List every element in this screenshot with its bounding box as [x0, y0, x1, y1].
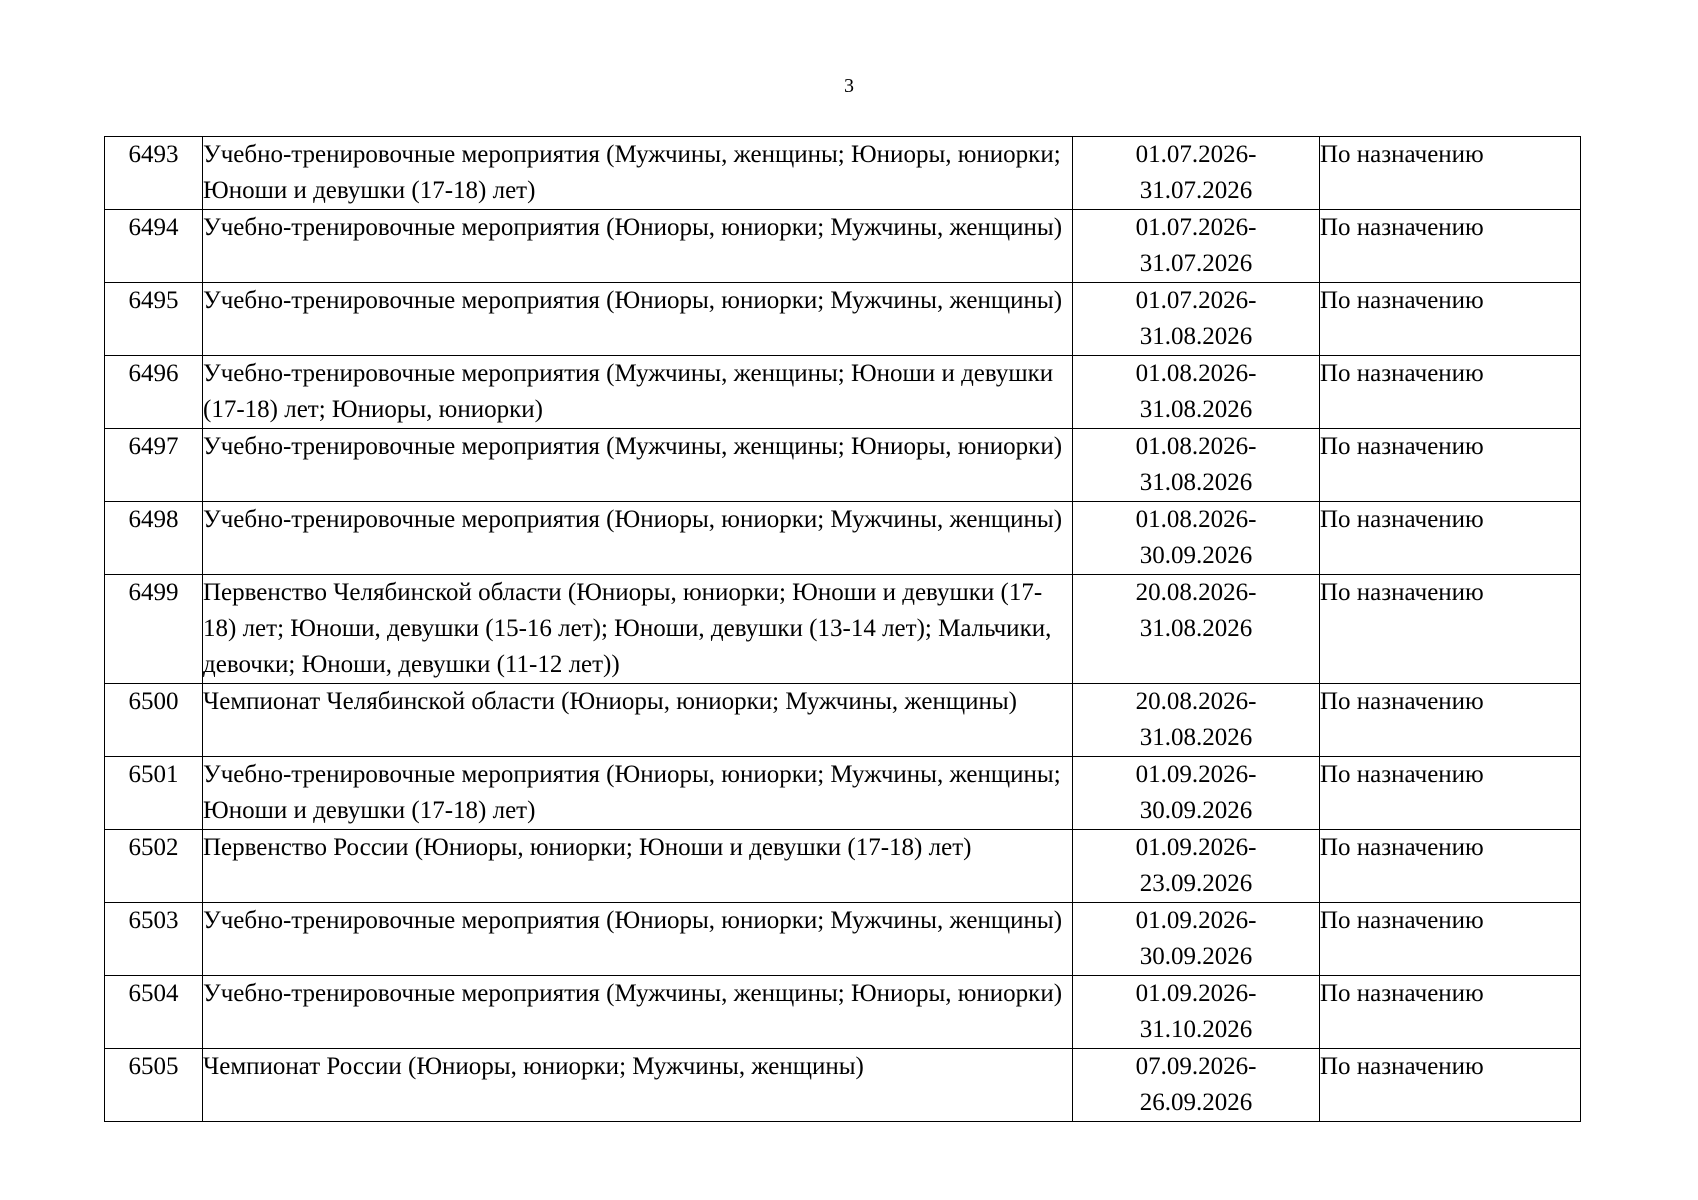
event-name: Учебно-тренировочные мероприятия (Юниоры, юниорки; Мужчины, женщины) [203, 502, 1073, 575]
event-name: Учебно-тренировочные мероприятия (Мужчины, женщины; Юниоры, юниорки; Юноши и девушки (17-18) лет) [203, 137, 1073, 210]
event-dates [1073, 1049, 1320, 1122]
event-place: По назначению [1320, 502, 1581, 575]
table-row [105, 830, 1581, 903]
date-start: 07.09.2026- [1135, 1053, 1257, 1080]
date-end: 30.09.2026 [1139, 797, 1253, 824]
event-dates [1073, 356, 1320, 429]
date-start: 01.09.2026- [1135, 907, 1257, 934]
table-row [105, 356, 1581, 429]
event-dates [1073, 137, 1320, 210]
date-end: 31.10.2026 [1139, 1016, 1253, 1043]
date-end: 31.08.2026 [1139, 323, 1253, 350]
date-end: 31.07.2026 [1139, 177, 1253, 204]
date-start: 20.08.2026- [1135, 688, 1257, 715]
date-end: 31.08.2026 [1139, 396, 1253, 423]
date-start: 01.07.2026- [1135, 141, 1257, 168]
event-place: По назначению [1320, 903, 1581, 976]
event-name: Учебно-тренировочные мероприятия (Юниоры, юниорки; Мужчины, женщины) [203, 903, 1073, 976]
event-number: 6500 [105, 684, 203, 757]
date-start: 01.08.2026- [1135, 360, 1257, 387]
event-dates [1073, 283, 1320, 356]
event-dates [1073, 575, 1320, 684]
table-row [105, 1049, 1581, 1122]
event-dates [1073, 757, 1320, 830]
date-start: 01.08.2026- [1135, 433, 1257, 460]
event-place: По назначению [1320, 757, 1581, 830]
event-name: Учебно-тренировочные мероприятия (Мужчины, женщины; Юноши и девушки (17-18) лет; Юниоры, юниорки) [203, 356, 1073, 429]
event-dates [1073, 429, 1320, 502]
table-row [105, 903, 1581, 976]
date-start: 01.09.2026- [1135, 761, 1257, 788]
event-name: Учебно-тренировочные мероприятия (Юниоры, юниорки; Мужчины, женщины; Юноши и девушки (17-18) лет) [203, 757, 1073, 830]
event-dates [1073, 502, 1320, 575]
table-row [105, 684, 1581, 757]
event-dates [1073, 684, 1320, 757]
event-dates [1073, 903, 1320, 976]
event-dates [1073, 210, 1320, 283]
event-name: Учебно-тренировочные мероприятия (Юниоры, юниорки; Мужчины, женщины) [203, 283, 1073, 356]
event-dates [1073, 976, 1320, 1049]
event-number: 6493 [105, 137, 203, 210]
date-end: 31.08.2026 [1139, 469, 1253, 496]
events-table [104, 136, 1581, 1122]
table-row [105, 429, 1581, 502]
event-number: 6496 [105, 356, 203, 429]
event-number: 6495 [105, 283, 203, 356]
page-number: 3 [844, 75, 854, 97]
table-row [105, 575, 1581, 684]
event-place: По назначению [1320, 575, 1581, 684]
date-start: 01.07.2026- [1135, 287, 1257, 314]
date-end: 31.08.2026 [1139, 724, 1253, 751]
event-place: По назначению [1320, 830, 1581, 903]
date-end: 31.08.2026 [1139, 615, 1253, 642]
table-row [105, 210, 1581, 283]
date-start: 01.08.2026- [1135, 506, 1257, 533]
table-row [105, 137, 1581, 210]
date-start: 20.08.2026- [1135, 579, 1257, 606]
event-name: Учебно-тренировочные мероприятия (Мужчины, женщины; Юниоры, юниорки) [203, 976, 1073, 1049]
event-place: По назначению [1320, 210, 1581, 283]
event-name: Первенство Челябинской области (Юниоры, юниорки; Юноши и девушки (17-18) лет; Юноши, девушки (15-16 лет); Юноши, девушки (13-14 лет); Мальчики, девочки; Юноши, девушки (11-12 лет)) [203, 575, 1073, 684]
date-end: 30.09.2026 [1139, 542, 1253, 569]
date-start: 01.07.2026- [1135, 214, 1257, 241]
event-place: По назначению [1320, 976, 1581, 1049]
table-row [105, 283, 1581, 356]
event-place: По назначению [1320, 684, 1581, 757]
event-place: По назначению [1320, 429, 1581, 502]
table-row [105, 757, 1581, 830]
table-row [105, 976, 1581, 1049]
event-number: 6505 [105, 1049, 203, 1122]
date-start: 01.09.2026- [1135, 834, 1257, 861]
date-start: 01.09.2026- [1135, 980, 1257, 1007]
event-place: По назначению [1320, 1049, 1581, 1122]
event-name: Чемпионат России (Юниоры, юниорки; Мужчины, женщины) [203, 1049, 1073, 1122]
event-number: 6502 [105, 830, 203, 903]
event-place: По назначению [1320, 356, 1581, 429]
event-place: По назначению [1320, 283, 1581, 356]
event-number: 6497 [105, 429, 203, 502]
date-end: 26.09.2026 [1139, 1089, 1253, 1116]
date-end: 23.09.2026 [1139, 870, 1253, 897]
event-number: 6504 [105, 976, 203, 1049]
event-name: Учебно-тренировочные мероприятия (Мужчины, женщины; Юниоры, юниорки) [203, 429, 1073, 502]
event-name: Первенство России (Юниоры, юниорки; Юноши и девушки (17-18) лет) [203, 830, 1073, 903]
event-number: 6501 [105, 757, 203, 830]
event-name: Чемпионат Челябинской области (Юниоры, юниорки; Мужчины, женщины) [203, 684, 1073, 757]
event-number: 6494 [105, 210, 203, 283]
event-number: 6498 [105, 502, 203, 575]
event-number: 6499 [105, 575, 203, 684]
event-dates [1073, 830, 1320, 903]
table-row [105, 502, 1581, 575]
date-end: 31.07.2026 [1139, 250, 1253, 277]
date-end: 30.09.2026 [1139, 943, 1253, 970]
event-name: Учебно-тренировочные мероприятия (Юниоры, юниорки; Мужчины, женщины) [203, 210, 1073, 283]
event-number: 6503 [105, 903, 203, 976]
event-place: По назначению [1320, 137, 1581, 210]
